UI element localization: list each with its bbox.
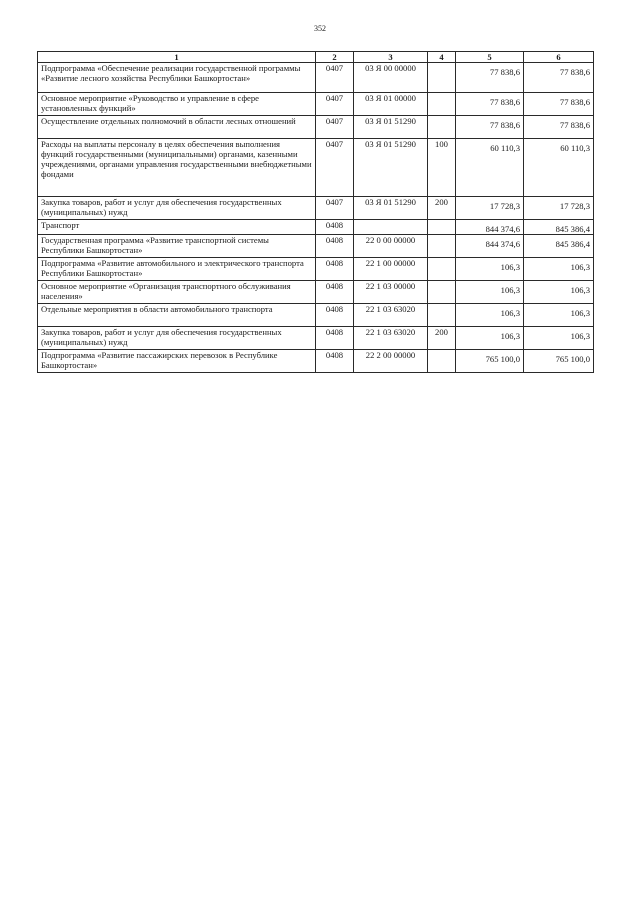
column-header-section: 2 <box>316 52 354 63</box>
column-header-amount-year-1: 5 <box>456 52 524 63</box>
row-name: Закупка товаров, работ и услуг для обеспечения государственных (муниципальных) нужд <box>38 327 316 350</box>
row-name: Основное мероприятие «Организация транспортного обслуживания населения» <box>38 281 316 304</box>
table-row <box>38 93 594 116</box>
column-header-target-article: 3 <box>354 52 428 63</box>
row-expense-type <box>428 281 456 304</box>
row-target-article: 22 1 03 63020 <box>354 304 428 327</box>
row-section: 0408 <box>316 220 354 235</box>
row-target-article <box>354 220 428 235</box>
row-section: 0407 <box>316 93 354 116</box>
row-amount-year-1: 844 374,6 <box>456 235 524 258</box>
row-target-article: 22 1 03 63020 <box>354 327 428 350</box>
row-target-article: 03 Я 01 00000 <box>354 93 428 116</box>
row-section: 0407 <box>316 63 354 93</box>
table-header-row <box>38 52 594 63</box>
page-number: 352 <box>314 24 326 33</box>
row-amount-year-2: 765 100,0 <box>524 350 594 373</box>
row-expense-type: 200 <box>428 327 456 350</box>
row-name: Транспорт <box>38 220 316 235</box>
row-expense-type <box>428 63 456 93</box>
row-amount-year-1: 60 110,3 <box>456 139 524 197</box>
row-amount-year-1: 77 838,6 <box>456 93 524 116</box>
row-name: Основное мероприятие «Руководство и управление в сфере установленных функций» <box>38 93 316 116</box>
row-expense-type <box>428 116 456 139</box>
row-amount-year-1: 106,3 <box>456 281 524 304</box>
row-amount-year-1: 106,3 <box>456 258 524 281</box>
row-amount-year-1: 77 838,6 <box>456 63 524 93</box>
row-amount-year-2: 77 838,6 <box>524 63 594 93</box>
row-section: 0408 <box>316 304 354 327</box>
row-amount-year-2: 845 386,4 <box>524 235 594 258</box>
row-target-article: 03 Я 00 00000 <box>354 63 428 93</box>
row-target-article: 22 1 03 00000 <box>354 281 428 304</box>
table-row <box>38 116 594 139</box>
row-amount-year-2: 106,3 <box>524 258 594 281</box>
row-name: Государственная программа «Развитие транспортной системы Республики Башкортостан» <box>38 235 316 258</box>
row-expense-type <box>428 220 456 235</box>
table-row <box>38 258 594 281</box>
column-header-amount-year-2: 6 <box>524 52 594 63</box>
column-header-expense-type: 4 <box>428 52 456 63</box>
table-row <box>38 304 594 327</box>
column-header-name: 1 <box>38 52 316 63</box>
row-section: 0407 <box>316 116 354 139</box>
row-section: 0408 <box>316 281 354 304</box>
table-row <box>38 281 594 304</box>
row-amount-year-2: 77 838,6 <box>524 93 594 116</box>
row-section: 0408 <box>316 258 354 281</box>
table-row <box>38 197 594 220</box>
row-amount-year-2: 60 110,3 <box>524 139 594 197</box>
row-name: Расходы на выплаты персоналу в целях обеспечения выполнения функций государственными (муниципальными) органами, казенными учреждениями, органами управления государственными внебюджетными фондами <box>38 139 316 197</box>
row-target-article: 22 1 00 00000 <box>354 258 428 281</box>
row-target-article: 22 2 00 00000 <box>354 350 428 373</box>
row-amount-year-1: 106,3 <box>456 327 524 350</box>
row-name: Осуществление отдельных полномочий в области лесных отношений <box>38 116 316 139</box>
row-expense-type <box>428 304 456 327</box>
row-amount-year-2: 106,3 <box>524 304 594 327</box>
row-amount-year-2: 106,3 <box>524 281 594 304</box>
table-row <box>38 235 594 258</box>
table-row <box>38 350 594 373</box>
row-amount-year-2: 77 838,6 <box>524 116 594 139</box>
table-row <box>38 139 594 197</box>
row-target-article: 03 Я 01 51290 <box>354 139 428 197</box>
row-name: Отдельные мероприятия в области автомобильного транспорта <box>38 304 316 327</box>
row-name: Подпрограмма «Развитие автомобильного и электрического транспорта Республики Башкортостан» <box>38 258 316 281</box>
row-section: 0408 <box>316 235 354 258</box>
row-expense-type: 100 <box>428 139 456 197</box>
table-row <box>38 327 594 350</box>
row-expense-type <box>428 235 456 258</box>
row-amount-year-1: 77 838,6 <box>456 116 524 139</box>
row-target-article: 03 Я 01 51290 <box>354 116 428 139</box>
row-expense-type <box>428 258 456 281</box>
row-amount-year-1: 17 728,3 <box>456 197 524 220</box>
row-expense-type <box>428 93 456 116</box>
row-section: 0407 <box>316 197 354 220</box>
row-amount-year-1: 106,3 <box>456 304 524 327</box>
row-amount-year-2: 106,3 <box>524 327 594 350</box>
row-name: Подпрограмма «Обеспечение реализации государственной программы «Развитие лесного хозяйства Республики Башкортостан» <box>38 63 316 93</box>
row-amount-year-2: 17 728,3 <box>524 197 594 220</box>
row-amount-year-1: 765 100,0 <box>456 350 524 373</box>
row-target-article: 22 0 00 00000 <box>354 235 428 258</box>
row-expense-type: 200 <box>428 197 456 220</box>
row-expense-type <box>428 350 456 373</box>
row-name: Закупка товаров, работ и услуг для обеспечения государственных (муниципальных) нужд <box>38 197 316 220</box>
table-row <box>38 63 594 93</box>
row-target-article: 03 Я 01 51290 <box>354 197 428 220</box>
budget-table <box>37 51 594 373</box>
row-amount-year-1: 844 374,6 <box>456 220 524 235</box>
row-section: 0408 <box>316 350 354 373</box>
row-amount-year-2: 845 386,4 <box>524 220 594 235</box>
row-name: Подпрограмма «Развитие пассажирских перевозок в Республике Башкортостан» <box>38 350 316 373</box>
row-section: 0407 <box>316 139 354 197</box>
table-row <box>38 220 594 235</box>
row-section: 0408 <box>316 327 354 350</box>
